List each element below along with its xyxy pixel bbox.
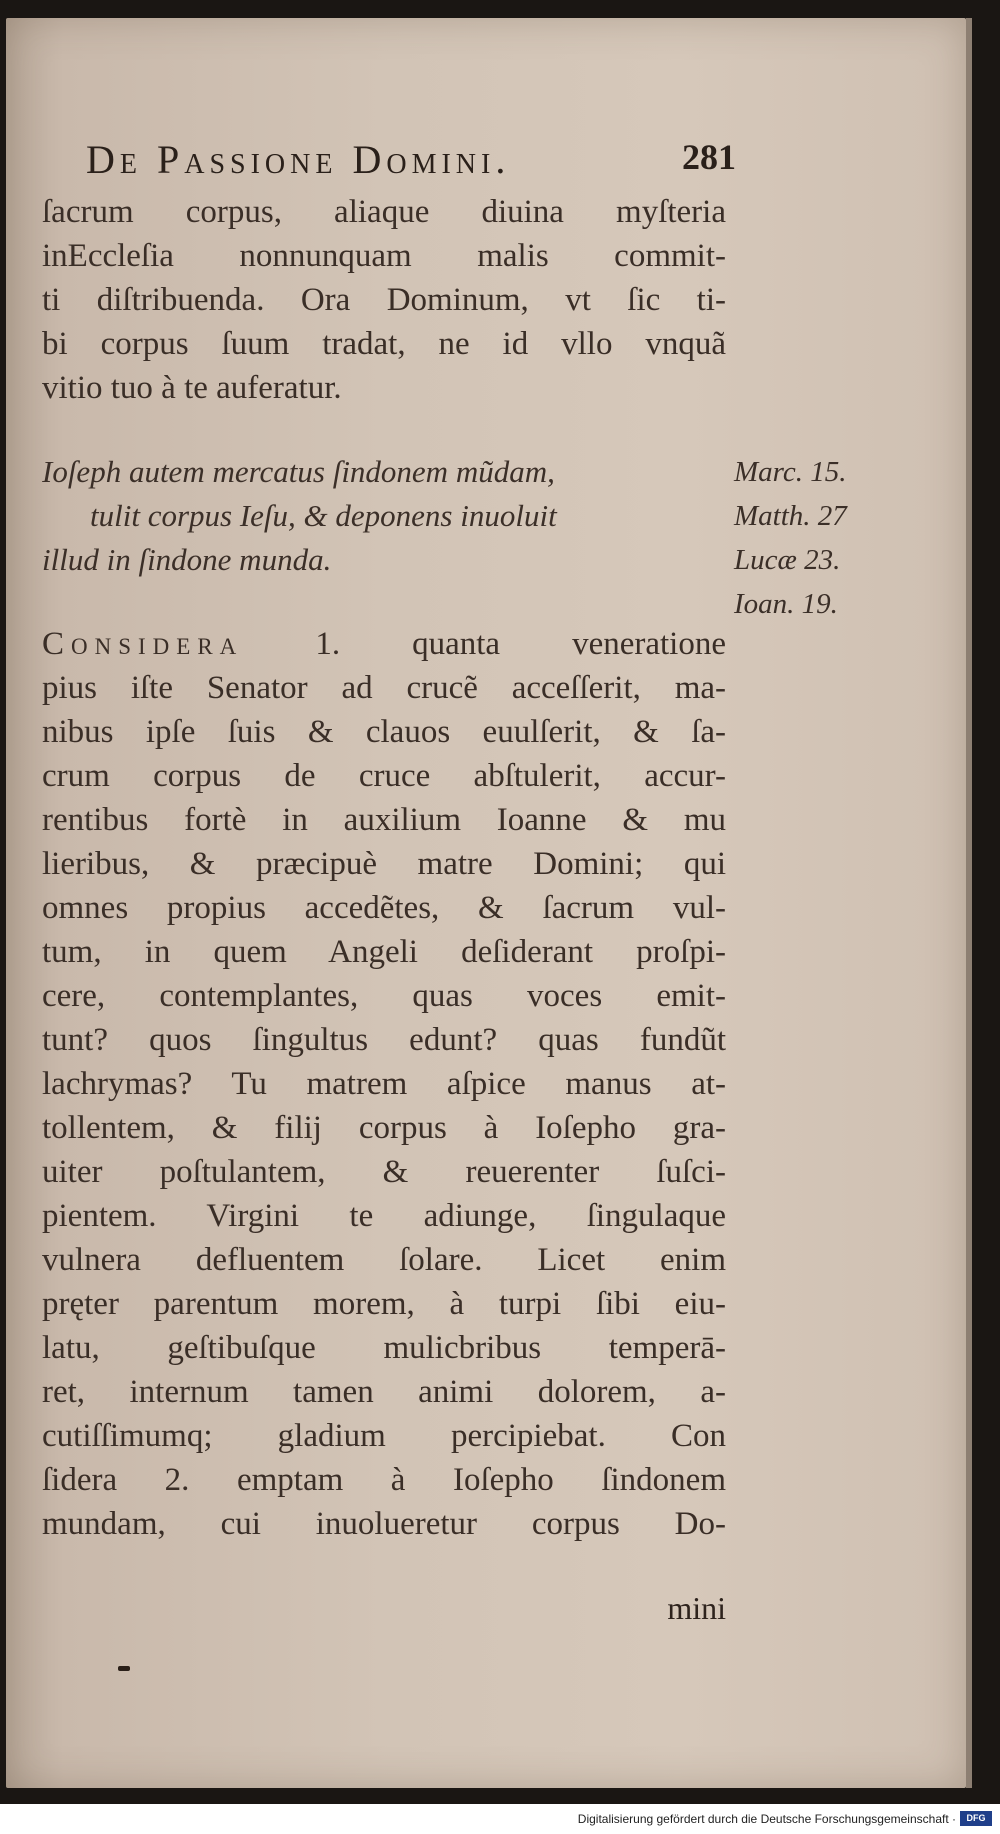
text-line: ſidera 2. emptam à Ioſepho ſindonem xyxy=(42,1462,726,1498)
text-line: inEccleſia nonnunquam malis commit- xyxy=(42,238,726,274)
text-line: bi corpus ſuum tradat, ne id vllo vnquã xyxy=(42,326,726,362)
footer-bar xyxy=(0,1804,1000,1834)
running-head xyxy=(86,136,736,184)
text-line: uiter poſtulantem, & reuerenter ſuſci- xyxy=(42,1154,726,1190)
text-line: vitio tuo à te auferatur. xyxy=(42,370,342,406)
text-line: pientem. Virgini te adiunge, ſingulaque xyxy=(42,1198,726,1234)
text-paragraph-main xyxy=(42,622,726,1546)
catchword: mini xyxy=(667,1590,726,1626)
lead-word: Considera xyxy=(42,626,244,662)
page-edge xyxy=(966,18,972,1788)
text-line: vulnera defluentem ſolare. Licet enim xyxy=(42,1242,726,1278)
text-line: lachrymas? Tu matrem aſpice manus at- xyxy=(42,1066,726,1102)
quote-line: illud in ſindone munda. xyxy=(42,542,332,577)
margin-note: Matth. 27 xyxy=(734,500,847,532)
funding-credit: Digitalisierung gefördert durch die Deutsche Forschungsgemeinschaft · xyxy=(577,1812,956,1826)
lead-rest: 1. quanta veneratione xyxy=(243,626,726,662)
text-line: lieribus, & præcipuè matre Domini; qui xyxy=(42,846,726,882)
text-line: ſacrum corpus, aliaque diuina myſteria xyxy=(42,194,726,230)
text-line: tollentem, & filij corpus à Ioſepho gra- xyxy=(42,1110,726,1146)
running-head-title: De Passione Domini. xyxy=(86,137,511,182)
margin-references xyxy=(734,450,914,626)
text-line: tum, in quem Angeli deſiderant proſpi- xyxy=(42,934,726,970)
text-paragraph-top xyxy=(42,190,726,410)
text-line: omnes propius accedẽtes, & ſacrum vul- xyxy=(42,890,726,926)
text-line: rentibus fortè in auxilium Ioanne & mu xyxy=(42,802,726,838)
scripture-quote xyxy=(42,450,722,582)
text-line-first xyxy=(42,622,726,666)
quote-line: tulit corpus Ieſu, & deponens inuoluit xyxy=(90,498,557,533)
text-line: tunt? quos ſingultus edunt? quas fundũt xyxy=(42,1022,726,1058)
margin-note: Marc. 15. xyxy=(734,456,847,488)
quote-line: Ioſeph autem mercatus ſindonem mũdam, xyxy=(42,454,555,489)
book-page xyxy=(6,18,966,1788)
margin-note: Lucæ 23. xyxy=(734,544,841,576)
ink-mark xyxy=(118,1666,130,1671)
text-line: cutiſſimumq; gladium percipiebat. Con xyxy=(42,1418,726,1454)
text-line: mundam, cui inuolueretur corpus Do- xyxy=(42,1506,726,1542)
text-line: pius iſte Senator ad crucẽ acceſſerit, ma- xyxy=(42,670,726,706)
dfg-logo-icon: DFG xyxy=(960,1811,992,1826)
text-line: cere, contemplantes, quas voces emit- xyxy=(42,978,726,1014)
text-line: ret, internum tamen animi dolorem, a- xyxy=(42,1374,726,1410)
margin-note: Ioan. 19. xyxy=(734,588,838,620)
text-line: crum corpus de cruce abſtulerit, accur- xyxy=(42,758,726,794)
page-number: 281 xyxy=(682,137,736,177)
text-line: pręter parentum morem, à turpi ſibi eiu- xyxy=(42,1286,726,1322)
text-line: nibus ipſe ſuis & clauos euulſerit, & ſa- xyxy=(42,714,726,750)
text-line: ti diſtribuenda. Ora Dominum, vt ſic ti- xyxy=(42,282,726,318)
text-line: latu, geſtibuſque mulicbribus temperā- xyxy=(42,1330,726,1366)
